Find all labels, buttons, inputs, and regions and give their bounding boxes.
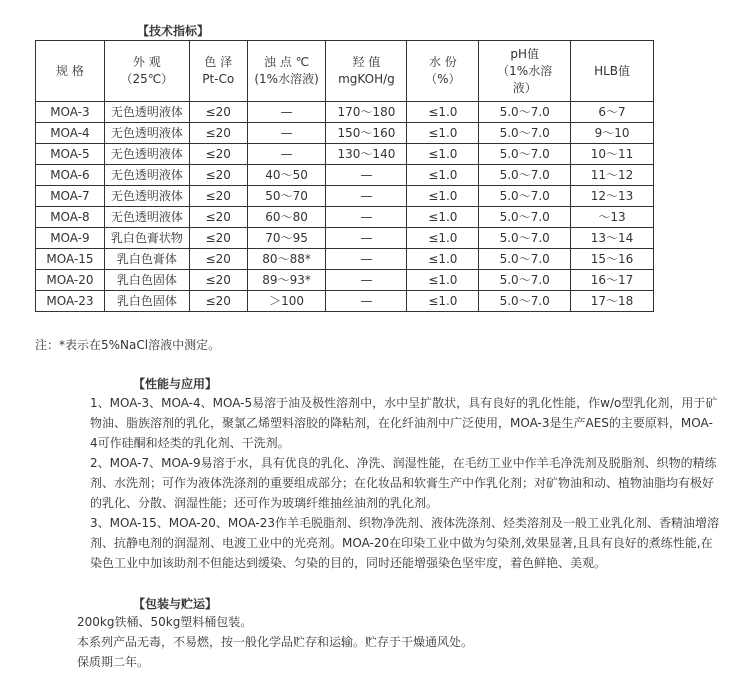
table-cell: ≤1.0 <box>407 165 479 186</box>
table-row <box>36 207 654 228</box>
column-header-line: 规 格 <box>56 63 84 78</box>
table-cell: ≤20 <box>189 186 247 207</box>
column-header <box>326 41 407 102</box>
packing-title: 【包装与贮运】 <box>133 597 218 611</box>
table-cell: ≤20 <box>189 123 247 144</box>
table-cell: ≤20 <box>189 270 247 291</box>
usage-title: 【性能与应用】 <box>133 377 218 391</box>
table-cell: 170～180 <box>326 102 407 123</box>
table-cell: 乳白色膏状物 <box>104 228 189 249</box>
table-cell: MOA-5 <box>36 144 105 165</box>
table-row <box>36 123 654 144</box>
table-row <box>36 291 654 312</box>
table-cell: ≤20 <box>189 207 247 228</box>
column-header <box>479 41 571 102</box>
table-cell: ～13 <box>571 207 654 228</box>
column-header <box>189 41 247 102</box>
table-cell: ≤20 <box>189 228 247 249</box>
table-note: 注：*表示在5%NaCl溶液中测定。 <box>35 338 221 352</box>
column-header <box>407 41 479 102</box>
table-cell: 150～160 <box>326 123 407 144</box>
column-header-line: 羟 值 <box>352 55 381 69</box>
table-cell: ≤1.0 <box>407 102 479 123</box>
packing-line-1: 200kg铁桶、50kg塑料桶包装。 <box>77 615 253 629</box>
table-cell: 89～93* <box>247 270 326 291</box>
column-header-line: (1%水溶液) <box>254 72 319 86</box>
table-row <box>36 165 654 186</box>
table-cell: 13～14 <box>571 228 654 249</box>
column-header <box>247 41 326 102</box>
table-cell: 70～95 <box>247 228 326 249</box>
table-cell: — <box>326 186 407 207</box>
table-cell: ≤20 <box>189 102 247 123</box>
table-cell: MOA-15 <box>36 249 105 270</box>
table-cell: 5.0～7.0 <box>479 228 571 249</box>
table-cell: 5.0～7.0 <box>479 207 571 228</box>
table-cell: 无色透明液体 <box>104 186 189 207</box>
table-cell: MOA-9 <box>36 228 105 249</box>
table-row <box>36 102 654 123</box>
table-cell: 5.0～7.0 <box>479 291 571 312</box>
table-cell: — <box>326 228 407 249</box>
table-cell: — <box>247 123 326 144</box>
table-cell: 无色透明液体 <box>104 102 189 123</box>
table-cell: — <box>247 102 326 123</box>
table-cell: 无色透明液体 <box>104 165 189 186</box>
table-cell: 60～80 <box>247 207 326 228</box>
table-cell: 乳白色固体 <box>104 291 189 312</box>
table-cell: 无色透明液体 <box>104 207 189 228</box>
table-cell: 40～50 <box>247 165 326 186</box>
table-cell: MOA-6 <box>36 165 105 186</box>
table-cell: ≤1.0 <box>407 207 479 228</box>
table-cell: ≤20 <box>189 165 247 186</box>
table-cell: ≤1.0 <box>407 228 479 249</box>
table-cell: — <box>326 270 407 291</box>
column-header-line: mgKOH/g <box>338 72 395 86</box>
table-cell: MOA-7 <box>36 186 105 207</box>
table-cell: ≤1.0 <box>407 270 479 291</box>
table-cell: ≤1.0 <box>407 186 479 207</box>
table-cell: 130～140 <box>326 144 407 165</box>
table-cell: 乳白色膏体 <box>104 249 189 270</box>
table-cell: MOA-3 <box>36 102 105 123</box>
table-cell: 5.0～7.0 <box>479 102 571 123</box>
column-header-line: （%） <box>425 72 461 86</box>
packing-line-3: 保质期二年。 <box>77 655 150 669</box>
packing-line-2: 本系列产品无毒，不易燃，按一般化学品贮存和运输。贮存于干燥通风处。 <box>77 635 474 649</box>
column-header-line: HLB值 <box>594 63 631 78</box>
table-cell: ≤1.0 <box>407 291 479 312</box>
table-cell: — <box>326 165 407 186</box>
column-header-line: （25℃） <box>120 72 174 86</box>
column-header-line: 浊 点 ℃ <box>264 55 310 69</box>
table-body <box>36 102 654 312</box>
table-row <box>36 228 654 249</box>
table-cell: 11～12 <box>571 165 654 186</box>
table-cell: — <box>247 144 326 165</box>
table-cell: 5.0～7.0 <box>479 144 571 165</box>
column-header-line: pH值 <box>510 46 540 61</box>
table-cell: 9～10 <box>571 123 654 144</box>
table-cell: ≤1.0 <box>407 123 479 144</box>
table-cell: MOA-4 <box>36 123 105 144</box>
table-cell: 乳白色固体 <box>104 270 189 291</box>
table-cell: 5.0～7.0 <box>479 123 571 144</box>
column-header-line: 液） <box>512 80 537 95</box>
table-cell: ≤20 <box>189 291 247 312</box>
table-cell: 5.0～7.0 <box>479 165 571 186</box>
table-row <box>36 270 654 291</box>
table-cell: 15～16 <box>571 249 654 270</box>
table-cell: ≤1.0 <box>407 144 479 165</box>
table-cell: MOA-20 <box>36 270 105 291</box>
table-cell: — <box>326 291 407 312</box>
column-header <box>36 41 105 102</box>
table-row <box>36 186 654 207</box>
column-header-line: 外 观 <box>132 55 161 69</box>
table-cell: 10～11 <box>571 144 654 165</box>
table-cell: ≤20 <box>189 144 247 165</box>
spec-table <box>35 40 654 312</box>
table-row <box>36 249 654 270</box>
usage-paragraph-1: 1、MOA-3、MOA-4、MOA-5易溶于油及极性溶剂中，水中呈扩散状，具有良好的乳化性能，作w/o型乳化剂，用于矿物油、脂族溶剂的乳化，聚氯乙烯塑料溶胶的降粘剂，在化纤油剂中广泛使用，MOA-3是生产AES的主要原料，MOA-4可作硅酮和烃类的乳化剂、干洗剂。 <box>90 396 718 450</box>
table-cell: 80～88* <box>247 249 326 270</box>
column-header <box>571 41 654 102</box>
usage-paragraph-2: 2、MOA-7、MOA-9易溶于水，具有优良的乳化、净洗、润湿性能，在毛纺工业中作羊毛净洗剂及脱脂剂、织物的精练剂、水洗剂；可作为液体洗涤剂的重要组成部分；在化妆品和软膏生产中作乳化剂；对矿物油和动、植物油脂均有极好的乳化、分散、润湿性能；还可作为玻璃纤维抽丝油剂的乳化剂。 <box>90 456 717 510</box>
table-cell: ＞100 <box>247 291 326 312</box>
table-cell: 无色透明液体 <box>104 144 189 165</box>
table-row <box>36 144 654 165</box>
table-cell: 12～13 <box>571 186 654 207</box>
table-cell: 5.0～7.0 <box>479 249 571 270</box>
table-cell: 5.0～7.0 <box>479 270 571 291</box>
table-cell: ≤1.0 <box>407 249 479 270</box>
table-cell: ≤20 <box>189 249 247 270</box>
table-cell: MOA-8 <box>36 207 105 228</box>
table-cell: 5.0～7.0 <box>479 186 571 207</box>
usage-paragraph-3: 3、MOA-15、MOA-20、MOA-23作羊毛脱脂剂、织物净洗剂、液体洗涤剂、烃类溶剂及一般工业乳化剂、香精油增溶剂、抗静电剂的润湿剂、电渡工业中的光亮剂。MOA-20在印染工业中做为匀染剂,效果显著,且具有良好的煮练性能,在染色工业中加该助剂不但能达到缓染、匀染的目的，同时还能增强染色坚牢度，着色鲜艳、美观。 <box>90 516 720 570</box>
column-header-line: 色 泽 <box>204 55 233 69</box>
column-header <box>104 41 189 102</box>
table-header-row <box>36 41 654 102</box>
column-header-line: Pt-Co <box>202 72 235 86</box>
column-header-line: 水 份 <box>428 55 457 69</box>
table-cell: 50～70 <box>247 186 326 207</box>
table-cell: — <box>326 207 407 228</box>
table-cell: MOA-23 <box>36 291 105 312</box>
table-cell: 16～17 <box>571 270 654 291</box>
table-cell: 无色透明液体 <box>104 123 189 144</box>
table-cell: 6～7 <box>571 102 654 123</box>
table-cell: — <box>326 249 407 270</box>
table-cell: 17～18 <box>571 291 654 312</box>
tech-spec-title: 【技术指标】 <box>137 24 210 38</box>
column-header-line: （1%水溶 <box>497 63 553 78</box>
